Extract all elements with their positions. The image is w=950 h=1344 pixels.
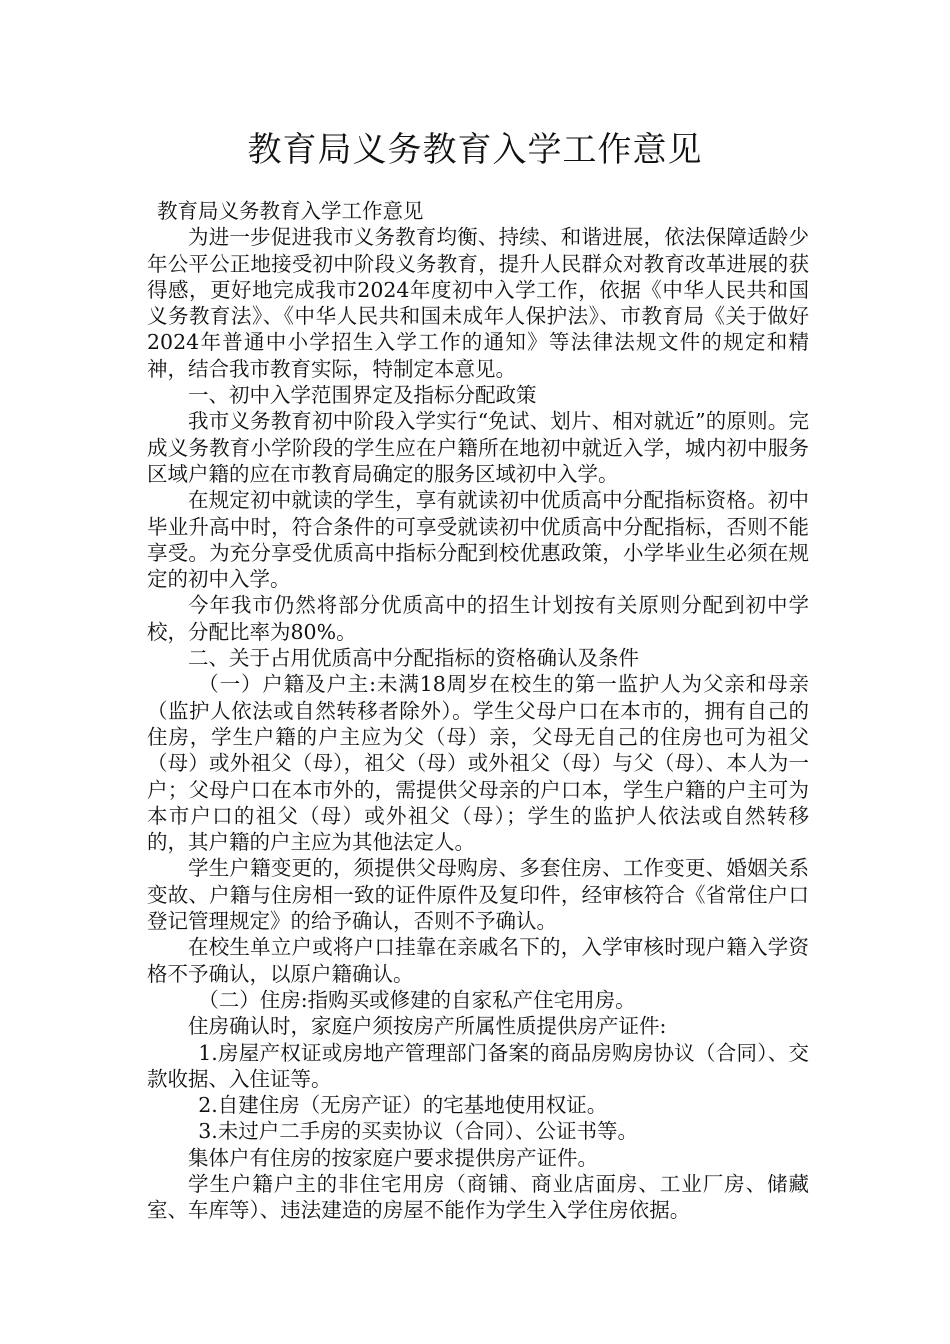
- list-item: 3.未过户二手房的买卖协议（合同）、公证书等。: [198, 1119, 639, 1144]
- section-heading: 二、关于占用优质高中分配指标的资格确认及条件: [188, 646, 639, 671]
- body-paragraph: 我市义务教育初中阶段入学实行“免试、划片、相对就近”的原则。完成义务教育小学阶段的学生应在户籍所在地初中就近入学，城内初中服务区域户籍的应在市教育局确定的服务区域初中入学。: [147, 409, 809, 486]
- body-paragraph: 学生户籍变更的，须提供父母购房、多套住房、工作变更、婚姻关系变故、户籍与住房相一致的证件原件及复印件，经审核符合《省常住户口登记管理规定》的给予确认，否则不予确认。: [147, 856, 809, 934]
- body-paragraph: 集体户有住房的按家庭户要求提供房产证件。: [188, 1145, 598, 1170]
- body-paragraph: （二）住房:指购买或修建的自家私产住宅用房。: [198, 987, 636, 1012]
- section-heading: 一、初中入学范围界定及指标分配政策: [188, 383, 537, 408]
- body-paragraph: 学生户籍户主的非住宅用房（商铺、商业店面房、工业厂房、储藏室、车库等）、违法建造的房屋不能作为学生入学住房依据。: [147, 1171, 809, 1223]
- intro-paragraph: 为进一步促进我市义务教育均衡、持续、和谐进展，依法保障适龄少年公平公正地接受初中阶段义务教育，提升人民群众对教育改革进展的获得感，更好地完成我市2024年度初中入学工作，依据《中华人民共和国义务教育法》、《中华人民共和国未成年人保护法》、市教育局《关于做好2024年普通中小学招生入学工作的通知》等法律法规文件的规定和精神，结合我市教育实际，特制定本意见。: [147, 225, 809, 381]
- body-paragraph: 在校生单立户或将户口挂靠在亲戚名下的，入学审核时现户籍入学资格不予确认，以原户籍确认。: [147, 935, 809, 986]
- document-body: [147, 198, 809, 1224]
- body-paragraph: 住房确认时，家庭户须按房产所属性质提供房产证件:: [188, 1014, 667, 1039]
- list-item: 1.房屋产权证或房地产管理部门备案的商品房购房协议（合同）、交款收据、入住证等。: [147, 1040, 809, 1091]
- list-item: 2.自建住房（无房产证）的宅基地使用权证。: [198, 1093, 608, 1118]
- body-paragraph: （一）户籍及户主:未满18周岁在校生的第一监护人为父亲和母亲（监护人依法或自然转移者除外）。学生父母户口在本市的，拥有自己的住房，学生户籍的户主应为父（母）亲，父母无自己的住房也可为祖父（母）或外祖父（母），祖父（母）或外祖父（母）与父（母）、本人为一户；父母户口在本市外的，需提供父母亲的户口本，学生户籍的户主可为本市户口的祖父（母）或外祖父（母）；学生的监护人依法或自然转移的，其户籍的户主应为其他法定人。: [147, 672, 809, 855]
- document-title: 教育局义务教育入学工作意见: [247, 130, 703, 170]
- body-paragraph: 今年我市仍然将部分优质高中的招生计划按有关原则分配到初中学校，分配比率为80%。: [147, 593, 809, 644]
- body-paragraph: 在规定初中就读的学生，享有就读初中优质高中分配指标资格。初中毕业升高中时，符合条件的可享受就读初中优质高中分配指标，否则不能享受。为充分享受优质高中指标分配到校优惠政策，小学毕业生必须在规定的初中入学。: [147, 488, 809, 592]
- subtitle-paragraph: 教育局义务教育入学工作意见: [157, 199, 424, 223]
